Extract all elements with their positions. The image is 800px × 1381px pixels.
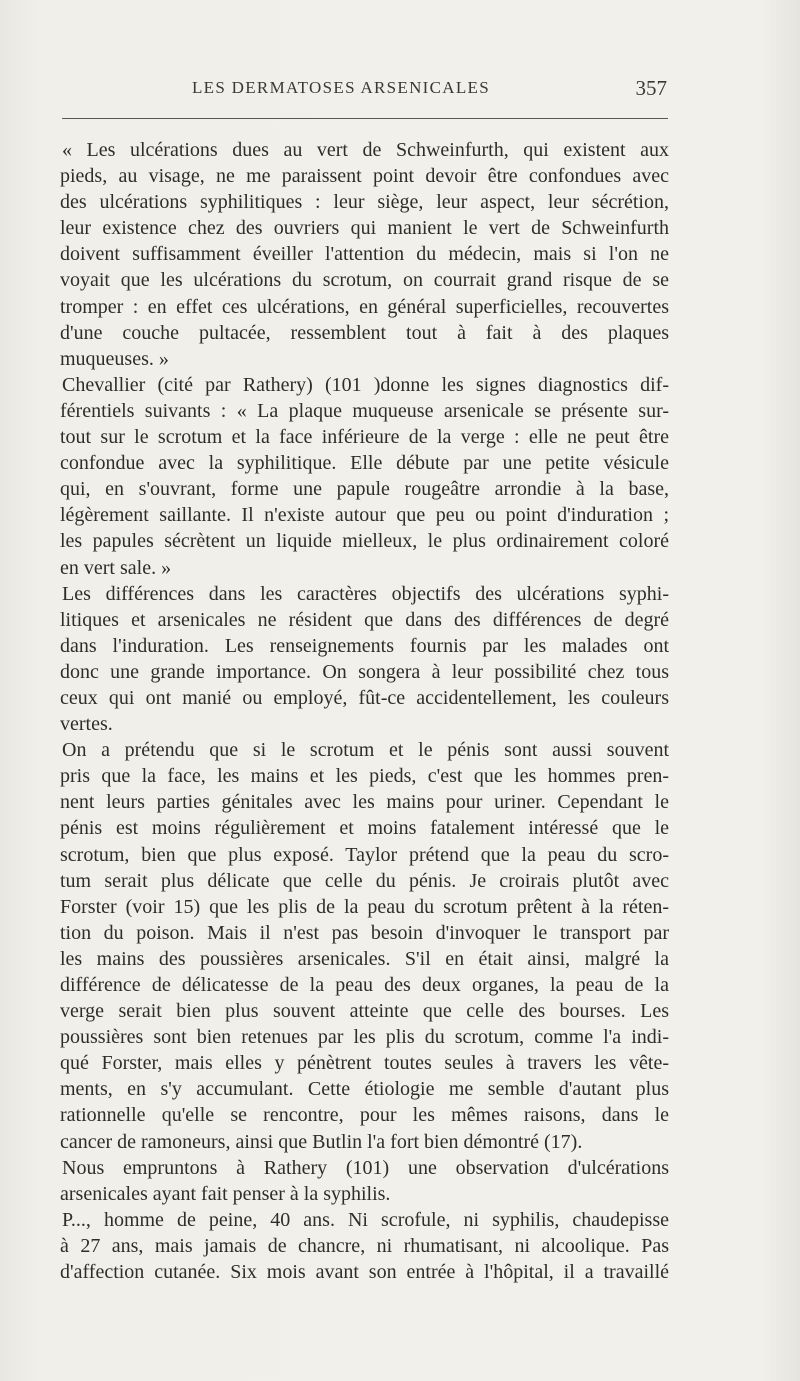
- text-line: pénis est moins régulièrement et moins fatalement intéressé que le: [60, 817, 669, 840]
- text-line: férentiels suivants : « La plaque muqueuse arsenicale se présente sur-: [60, 399, 669, 422]
- text-line: des ulcérations syphilitiques : leur siège, leur aspect, leur sécrétion,: [60, 191, 669, 214]
- text-line: ceux qui ont manié ou employé, fût-ce accidentellement, les couleurs: [60, 686, 669, 709]
- text-line: litiques et arsenicales ne résident que dans des différences de degré: [60, 608, 669, 631]
- text-line: arsenicales ayant fait penser à la syphilis.: [60, 1182, 391, 1205]
- body-text: [60, 137, 669, 1285]
- running-head: LES DERMATOSES ARSENICALES: [192, 78, 490, 97]
- text-line: On a prétendu que si le scrotum et le pénis sont aussi souvent: [62, 739, 669, 762]
- text-line: doivent suffisamment éveiller l'attention du médecin, mais si l'on ne: [60, 243, 669, 266]
- text-line: d'affection cutanée. Six mois avant son entrée à l'hôpital, il a travaillé: [60, 1261, 669, 1284]
- text-line: légèrement saillante. Il n'existe autour que peu ou point d'induration ;: [60, 504, 669, 527]
- text-line: Nous empruntons à Rathery (101) une observation d'ulcérations: [62, 1156, 669, 1179]
- text-line: ments, en s'y accumulant. Cette étiologie me semble d'autant plus: [60, 1078, 669, 1101]
- text-line: donc une grande importance. On songera à leur possibilité chez tous: [60, 660, 669, 683]
- page-header: [60, 76, 669, 110]
- text-line: différence de délicatesse de la peau des deux organes, la peau de la: [60, 974, 669, 996]
- text-line: leur existence chez des ouvriers qui manient le vert de Schweinfurth: [60, 217, 669, 240]
- text-line: P..., homme de peine, 40 ans. Ni scrofule, ni syphilis, chaudepisse: [62, 1208, 669, 1231]
- page-number: 357: [635, 76, 667, 100]
- text-line: Chevallier (cité par Rathery) (101 )donne les signes diagnostics dif-: [62, 373, 669, 396]
- text-line: tromper : en effet ces ulcérations, en général superficielles, recouvertes: [60, 295, 669, 318]
- text-line: tion du poison. Mais il n'est pas besoin d'invoquer le transport par: [60, 921, 669, 944]
- text-line: les papules sécrètent un liquide mielleux, le plus ordinairement coloré: [60, 530, 669, 553]
- text-line: en vert sale. »: [60, 556, 172, 579]
- text-line: qué Forster, mais elles y pénètrent toutes seules à travers les vête-: [60, 1052, 669, 1075]
- text-line: muqueuses. »: [60, 347, 169, 370]
- text-line: à 27 ans, mais jamais de chancre, ni rhumatisant, ni alcoolique. Pas: [60, 1234, 669, 1257]
- text-line: voyait que les ulcérations du scrotum, on courrait grand risque de se: [60, 269, 669, 292]
- text-line: Les différences dans les caractères objectifs des ulcérations syphi-: [62, 582, 669, 605]
- text-line: rationnelle qu'elle se rencontre, pour les mêmes raisons, dans le: [60, 1104, 669, 1127]
- text-line: cancer de ramoneurs, ainsi que Butlin l'a fort bien démontré (17).: [60, 1130, 583, 1153]
- text-line: qui, en s'ouvrant, forme une papule rougeâtre arrondie à la base,: [60, 478, 669, 501]
- text-line: tout sur le scrotum et la face inférieure de la verge : elle ne peut être: [60, 426, 669, 449]
- text-line: confondue avec la syphilitique. Elle débute par une petite vésicule: [60, 452, 669, 475]
- text-line: tum serait plus délicate que celle du pénis. Je croirais plutôt avec: [60, 869, 669, 892]
- text-line: verge serait bien plus souvent atteinte que celle des bourses. Les: [60, 1000, 669, 1023]
- text-line: Forster (voir 15) que les plis de la peau du scrotum prêtent à la réten-: [60, 895, 669, 918]
- text-line: pris que la face, les mains et les pieds, c'est que les hommes pren-: [60, 765, 669, 788]
- text-line: « Les ulcérations dues au vert de Schweinfurth, qui existent aux: [62, 139, 669, 161]
- text-line: vertes.: [60, 713, 113, 736]
- text-line: dans l'induration. Les renseignements fournis par les malades ont: [60, 634, 669, 657]
- text-line: d'une couche pultacée, ressemblent tout à fait à des plaques: [60, 321, 669, 344]
- text-line: pieds, au visage, ne me paraissent point devoir être confondues avec: [60, 165, 669, 188]
- text-line: nent leurs parties génitales avec les mains pour uriner. Cependant le: [60, 791, 669, 814]
- header-rule: [62, 118, 668, 119]
- text-line: poussières sont bien retenues par les plis du scrotum, comme l'a indi-: [60, 1026, 669, 1049]
- text-line: les mains des poussières arsenicales. S'il en était ainsi, malgré la: [60, 947, 669, 970]
- text-line: scrotum, bien que plus exposé. Taylor prétend que la peau du scro-: [60, 843, 669, 866]
